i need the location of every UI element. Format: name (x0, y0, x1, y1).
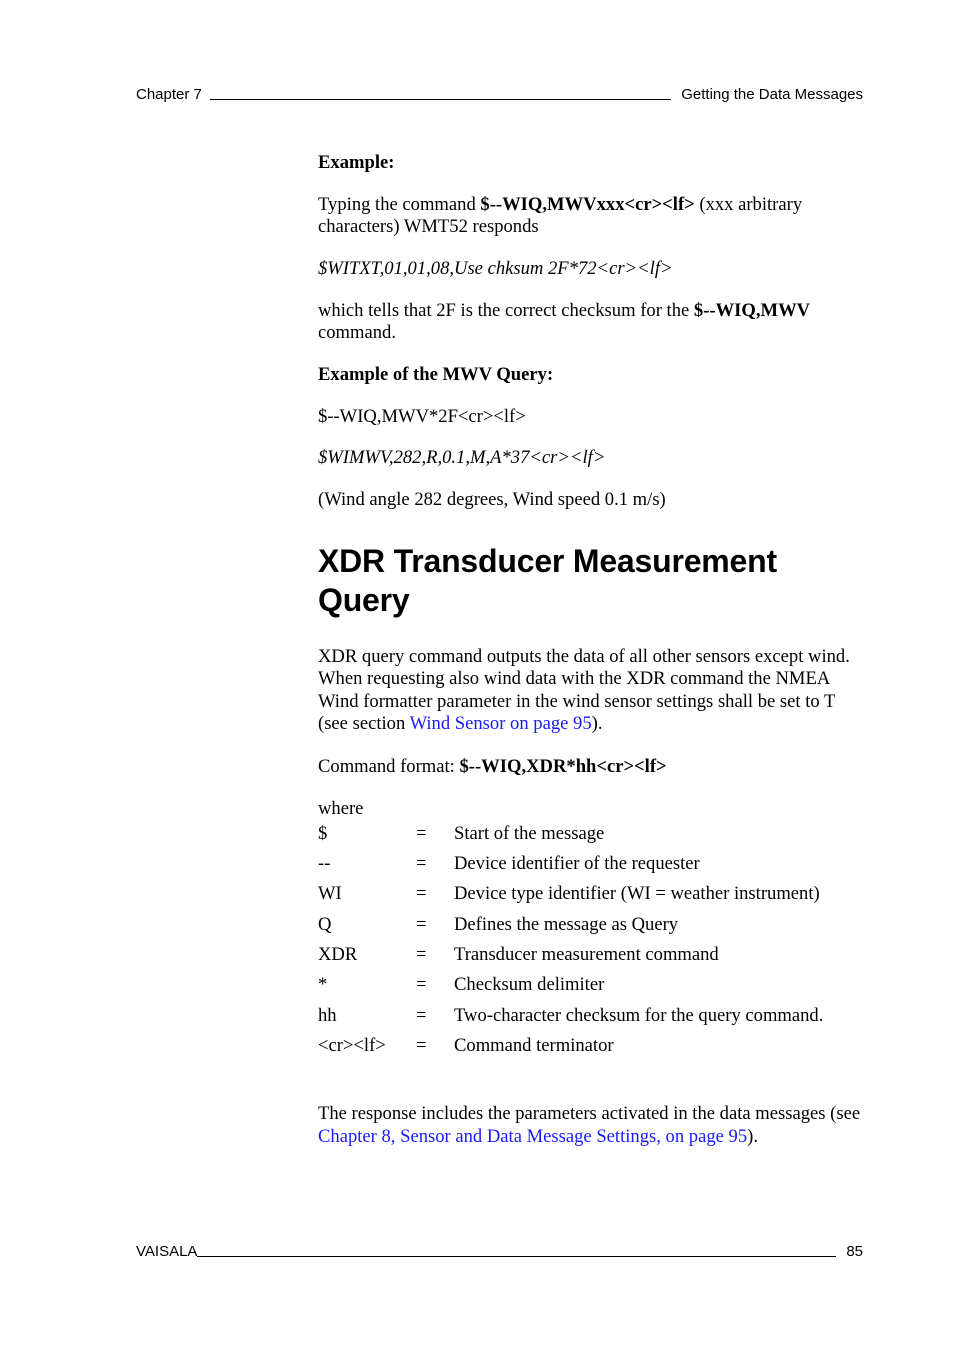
definition-description: Device type identifier (WI = weather instrument) (454, 883, 820, 905)
definition-term: * (318, 974, 328, 996)
text-run: Command format: (318, 755, 460, 777)
definition-term: Q (318, 913, 332, 935)
page-footer (136, 1243, 863, 1260)
text-run: XDR query command outputs the data of all other sensors except wind. When requesting also wind data with the XDR command the NMEA Wind formatter parameter in the wind sensor settings shall be set to T (see section (318, 646, 850, 735)
wind-sensor-link[interactable]: Wind Sensor on page 95 (409, 713, 592, 735)
definition-equals: = (416, 974, 427, 996)
definition-list (318, 819, 866, 1061)
definition-description: Checksum delimiter (454, 974, 605, 996)
definition-row (318, 1031, 866, 1061)
xdr-intro (318, 646, 866, 736)
example-heading: Example: (318, 152, 395, 173)
page-number: 85 (846, 1243, 863, 1260)
command-text: $--WIQ,MWVxxx<cr><lf> (480, 194, 695, 215)
text-run: ). (747, 1125, 758, 1147)
definition-row (318, 940, 866, 970)
definition-term: $ (318, 822, 328, 844)
definition-equals: = (416, 822, 427, 844)
command-text: $--WIQ,XDR*hh<cr><lf> (459, 755, 667, 777)
text-run: (xxx arbitrary characters) WMT52 responds (318, 194, 803, 237)
definition-equals: = (416, 1034, 427, 1056)
text-run: ). (591, 713, 603, 735)
definition-description: Transducer measurement command (454, 943, 719, 965)
text-run: Typing the command (318, 194, 481, 215)
definition-row (318, 1000, 866, 1030)
page-header (136, 86, 863, 103)
checksum-explanation (318, 300, 866, 344)
company-name: VAISALA (136, 1243, 198, 1260)
command-text: $--WIQ,MWV (693, 300, 811, 321)
definition-term: <cr><lf> (318, 1034, 386, 1056)
definition-term: XDR (318, 943, 358, 965)
mwv-query: $--WIQ,MWV*2F<cr><lf> (318, 406, 526, 427)
example-paragraph (318, 194, 866, 238)
definition-term: WI (318, 883, 342, 905)
definition-equals: = (416, 1004, 427, 1026)
mwv-example-heading: Example of the MWV Query: (318, 364, 554, 385)
definition-description: Start of the message (454, 822, 605, 844)
definition-equals: = (416, 913, 427, 935)
section-title (318, 542, 866, 620)
page-body (318, 152, 866, 1148)
footer-rule (197, 1256, 836, 1257)
definition-description: Two-character checksum for the query command. (454, 1004, 824, 1026)
chapter-label: Chapter 7 (136, 86, 202, 103)
section-title-line: Query (318, 582, 410, 618)
definition-row (318, 819, 866, 849)
definition-equals: = (416, 853, 427, 875)
example-response: $WITXT,01,01,08,Use chksum 2F*72<cr><lf> (318, 258, 673, 279)
definition-description: Command terminator (454, 1034, 614, 1056)
definition-description: Defines the message as Query (454, 913, 679, 935)
response-paragraph (318, 1103, 866, 1148)
definition-description: Device identifier of the requester (454, 853, 700, 875)
definition-row (318, 970, 866, 1000)
section-title-line: XDR Transducer Measurement (318, 543, 777, 579)
text-run: The response includes the parameters activated in the data messages (see (318, 1103, 861, 1124)
definition-term: hh (318, 1004, 337, 1026)
header-rule (210, 99, 671, 100)
definition-row (318, 879, 866, 909)
definition-equals: = (416, 943, 427, 965)
chapter-8-link[interactable]: Chapter 8, Sensor and Data Message Settings, on page 95 (318, 1125, 748, 1147)
definition-row (318, 910, 866, 940)
command-format (318, 756, 866, 778)
definition-row (318, 849, 866, 879)
header-title: Getting the Data Messages (681, 86, 863, 103)
text-run: which tells that 2F is the correct checksum for the (318, 300, 694, 321)
definition-term: -- (318, 853, 331, 875)
text-run: command. (318, 322, 396, 343)
where-label: where (318, 797, 364, 819)
definition-equals: = (416, 883, 427, 905)
mwv-response: $WIMWV,282,R,0.1,M,A*37<cr><lf> (318, 447, 606, 468)
mwv-note: (Wind angle 282 degrees, Wind speed 0.1 m/s) (318, 489, 666, 510)
